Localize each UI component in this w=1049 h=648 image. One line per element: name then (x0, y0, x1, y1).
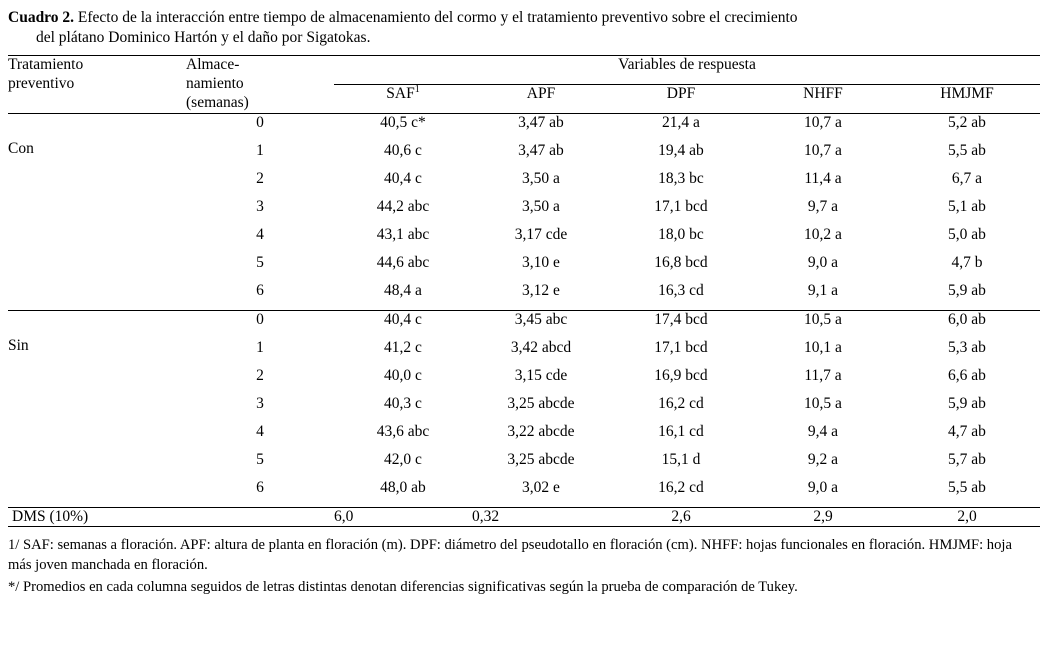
cell-saf: 40,5 c* (334, 113, 472, 142)
header-hmjmf: HMJMF (940, 84, 994, 102)
cell-hmjmf: 4,7 b (951, 253, 983, 271)
header-treatment-line1: Tratamiento (8, 55, 84, 73)
cell-dpf: 17,1 bcd (654, 338, 708, 356)
header-apf: APF (526, 84, 556, 102)
dms-apf: 0,32 (472, 507, 610, 526)
header-saf-footnote-marker: 1 (414, 83, 420, 95)
cell-dpf: 16,2 cd (658, 394, 704, 412)
cell-saf: 41,2 c (384, 338, 422, 356)
cell-apf: 3,25 abcde (507, 394, 575, 412)
cell-dpf: 16,3 cd (658, 281, 704, 299)
cell-saf: 43,6 abc (376, 422, 430, 440)
cell-hmjmf: 5,2 ab (894, 113, 1040, 142)
header-storage-line1: Almace- (186, 55, 240, 73)
cell-nhff: 9,0 a (807, 478, 839, 496)
cell-storage: 1 (256, 141, 264, 159)
cell-nhff: 9,1 a (807, 281, 839, 299)
cell-dpf: 18,3 bc (658, 169, 704, 187)
cell-dpf: 15,1 d (661, 450, 701, 468)
cell-nhff: 10,7 a (752, 113, 894, 142)
cell-hmjmf: 5,5 ab (948, 478, 986, 496)
cell-nhff: 9,2 a (807, 450, 839, 468)
header-dpf: DPF (666, 84, 696, 102)
group-label-con (8, 113, 186, 310)
group-label-sin-text: Sin (8, 336, 29, 354)
cell-apf: 3,22 abcde (507, 422, 575, 440)
cell-dpf: 17,4 bcd (610, 310, 752, 339)
cell-saf: 40,3 c (384, 394, 422, 412)
cell-saf: 40,6 c (384, 141, 422, 159)
cell-hmjmf: 6,6 ab (948, 366, 986, 384)
cell-nhff: 10,7 a (804, 141, 842, 159)
cell-hmjmf: 5,9 ab (948, 394, 986, 412)
table-header-row-1 (8, 55, 1040, 84)
cell-nhff: 10,5 a (804, 394, 842, 412)
cell-dpf: 16,1 cd (658, 422, 704, 440)
cell-storage: 6 (256, 281, 264, 299)
footnote-1: 1/ SAF: semanas a floración. APF: altura de planta en floración (m). DPF: diámetro del pseudotallo en floración (cm). NHFF: hojas funcionales en floración. HMJMF: hoja más joven manchada en floración. (8, 536, 1012, 573)
bottom-rule-cell (8, 526, 1040, 527)
cell-hmjmf: 5,7 ab (948, 450, 986, 468)
cell-apf: 3,50 a (522, 169, 560, 187)
dms-hmjmf: 2,0 (894, 507, 1040, 526)
group-label-con-text: Con (8, 139, 34, 157)
cell-nhff: 9,7 a (807, 197, 839, 215)
cell-storage: 0 (186, 310, 334, 339)
cell-saf: 40,4 c (334, 310, 472, 339)
cell-nhff: 10,2 a (804, 225, 842, 243)
table-footnotes (8, 535, 1039, 597)
header-saf-label: SAF (386, 84, 415, 102)
cell-apf: 3,50 a (522, 197, 560, 215)
header-treatment-line2: preventivo (8, 74, 75, 92)
cell-saf: 43,1 abc (376, 225, 430, 243)
cell-hmjmf: 4,7 ab (948, 422, 986, 440)
caption-label: Cuadro 2. (8, 9, 75, 26)
cell-saf: 40,4 c (384, 169, 422, 187)
cell-storage: 4 (256, 422, 264, 440)
cell-dpf: 21,4 a (610, 113, 752, 142)
cell-hmjmf: 6,7 a (951, 169, 983, 187)
dms-label: DMS (10%) (8, 507, 334, 526)
cell-storage: 5 (256, 253, 264, 271)
cell-hmjmf: 6,0 ab (894, 310, 1040, 339)
table-row (8, 310, 1040, 339)
cell-saf: 42,0 c (384, 450, 422, 468)
cell-apf: 3,45 abc (472, 310, 610, 339)
cell-nhff: 11,7 a (804, 366, 842, 384)
cell-dpf: 19,4 ab (658, 141, 704, 159)
table-caption (8, 8, 1039, 49)
cell-storage: 5 (256, 450, 264, 468)
results-table (8, 55, 1040, 527)
header-storage-line3: (semanas) (186, 93, 249, 111)
cell-nhff: 9,4 a (807, 422, 839, 440)
cell-nhff: 11,4 a (804, 169, 842, 187)
cell-apf: 3,47 ab (518, 141, 564, 159)
header-response-variables: Variables de respuesta (334, 55, 1040, 84)
cell-dpf: 16,8 bcd (654, 253, 708, 271)
cell-saf: 44,2 abc (376, 197, 430, 215)
table-row (8, 113, 1040, 142)
cell-hmjmf: 5,1 ab (948, 197, 986, 215)
dms-nhff: 2,9 (752, 507, 894, 526)
group-label-sin (8, 310, 186, 507)
cell-nhff: 9,0 a (807, 253, 839, 271)
header-nhff: NHFF (803, 84, 843, 102)
cell-hmjmf: 5,9 ab (948, 281, 986, 299)
table-bottom-rule (8, 526, 1040, 527)
header-storage (186, 55, 334, 113)
cell-apf: 3,15 cde (514, 366, 568, 384)
cell-hmjmf: 5,5 ab (948, 141, 986, 159)
cell-saf: 48,4 a (384, 281, 422, 299)
caption-line1: Efecto de la interacción entre tiempo de almacenamiento del cormo y el tratamiento preventivo sobre el crecimiento (74, 9, 798, 26)
table-footer-row (8, 507, 1040, 526)
cell-dpf: 16,9 bcd (654, 366, 708, 384)
cell-apf: 3,47 ab (472, 113, 610, 142)
header-storage-line2: namiento (186, 74, 244, 92)
cell-apf: 3,17 cde (514, 225, 568, 243)
cell-nhff: 10,1 a (804, 338, 842, 356)
cell-hmjmf: 5,0 ab (948, 225, 986, 243)
cell-dpf: 16,2 cd (658, 478, 704, 496)
cell-saf: 40,0 c (384, 366, 422, 384)
cell-dpf: 18,0 bc (658, 225, 704, 243)
cell-apf: 3,10 e (522, 253, 560, 271)
cell-storage: 4 (256, 225, 264, 243)
cell-saf: 44,6 abc (376, 253, 430, 271)
header-saf (334, 84, 472, 113)
cell-apf: 3,25 abcde (507, 450, 575, 468)
cell-storage: 2 (256, 366, 264, 384)
dms-dpf: 2,6 (610, 507, 752, 526)
footnote-2: */ Promedios en cada columna seguidos de letras distintas denotan diferencias significativas según la prueba de comparación de Tukey. (8, 578, 798, 595)
cell-hmjmf: 5,3 ab (948, 338, 986, 356)
cell-storage: 6 (256, 478, 264, 496)
header-treatment (8, 55, 186, 113)
cell-apf: 3,42 abcd (510, 338, 572, 356)
cell-dpf: 17,1 bcd (654, 197, 708, 215)
dms-saf: 6,0 (334, 507, 472, 526)
cell-saf: 48,0 ab (380, 478, 426, 496)
cell-storage: 2 (256, 169, 264, 187)
cell-nhff: 10,5 a (752, 310, 894, 339)
cell-apf: 3,12 e (522, 281, 560, 299)
cell-storage: 3 (256, 197, 264, 215)
caption-line2: del plátano Dominico Hartón y el daño por Sigatokas. (36, 29, 371, 47)
cell-storage: 0 (186, 113, 334, 142)
cell-storage: 1 (256, 338, 264, 356)
cell-apf: 3,02 e (522, 478, 560, 496)
cell-storage: 3 (256, 394, 264, 412)
